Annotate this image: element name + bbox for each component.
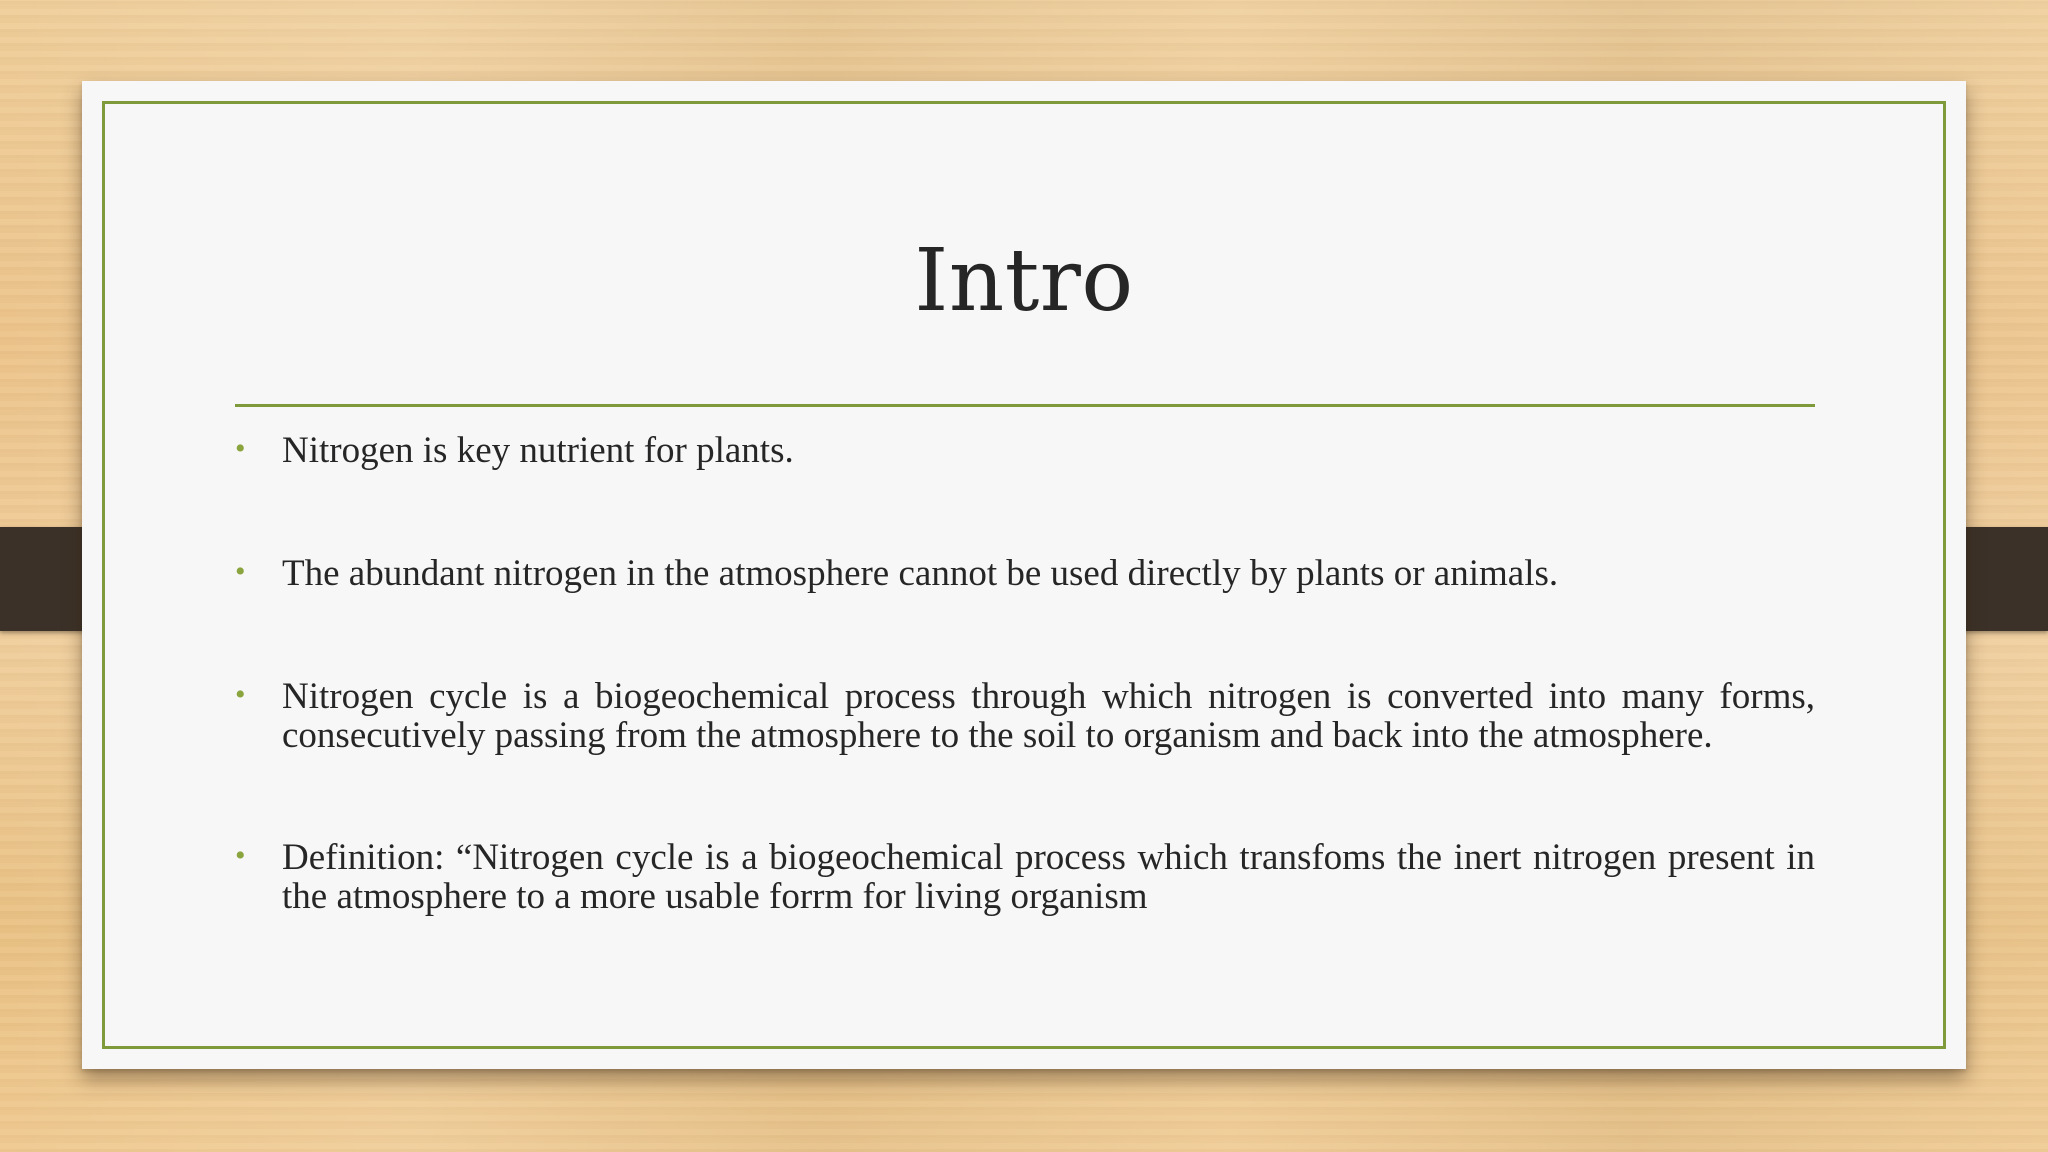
bullet-text: The abundant nitrogen in the atmosphere cannot be used directly by plants or animals. xyxy=(282,553,1559,594)
bullet-item xyxy=(235,554,1815,593)
bullet-dot-icon: • xyxy=(235,678,246,711)
bullet-item xyxy=(235,677,1815,755)
bullet-dot-icon: • xyxy=(235,839,246,872)
slide-title: Intro xyxy=(914,231,1134,331)
bullet-item xyxy=(235,431,1815,470)
slide xyxy=(82,81,1966,1069)
title-divider xyxy=(235,404,1815,407)
bullet-dot-icon: • xyxy=(235,555,246,588)
bullet-list xyxy=(235,431,1815,1000)
bullet-text: Definition: “Nitrogen cycle is a biogeochemical process which transfoms the inert nitrogen present in the atmosphere to a more usable forrm for living organism xyxy=(282,837,1815,917)
bullet-item xyxy=(235,838,1815,916)
bullet-text: Nitrogen is key nutrient for plants. xyxy=(282,430,794,471)
bullet-dot-icon: • xyxy=(235,432,246,465)
bullet-text: Nitrogen cycle is a biogeochemical process through which nitrogen is converted into many forms, consecutively passing from the atmosphere to the soil to organism and back into the atmosphere. xyxy=(282,676,1815,756)
